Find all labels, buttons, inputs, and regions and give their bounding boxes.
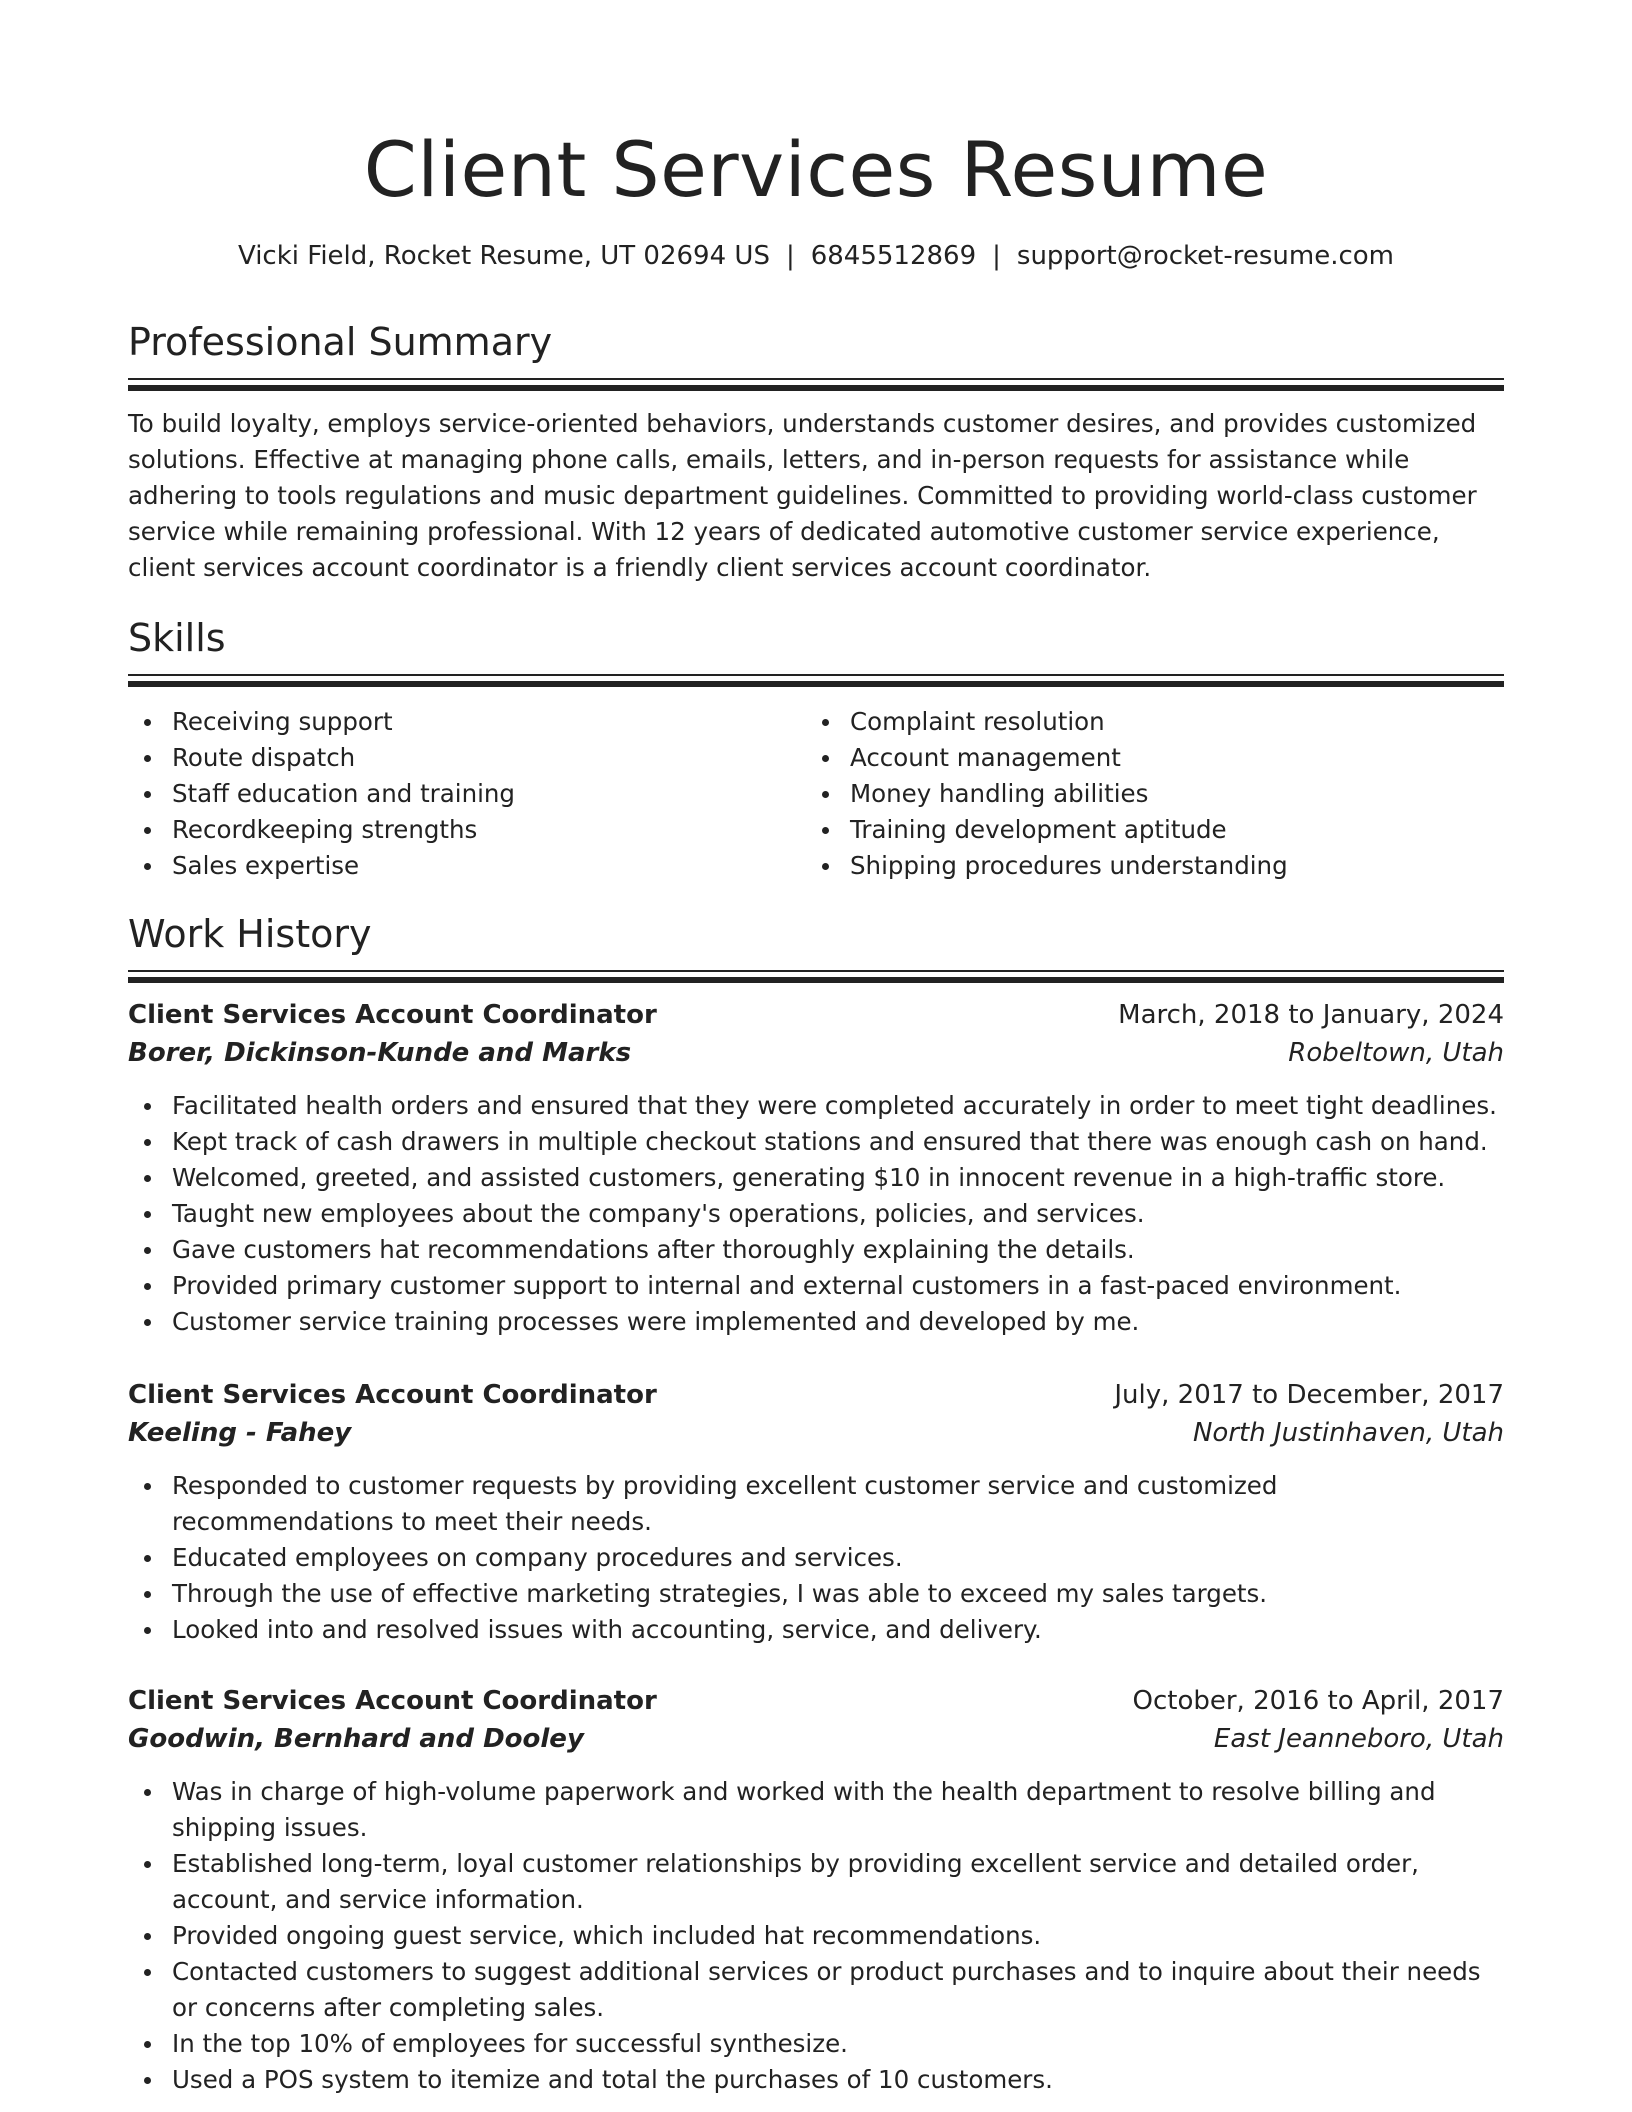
skill-item: Receiving support xyxy=(172,704,515,740)
job-employer-row xyxy=(128,1720,1504,1758)
job-bullet: Provided ongoing guest service, which included hat recommendations. xyxy=(172,1918,1504,1954)
job-bullet: Customer service training processes were implemented and developed by me. xyxy=(172,1304,1504,1340)
skill-item: Sales expertise xyxy=(172,848,515,884)
skill-item: Recordkeeping strengths xyxy=(172,812,515,848)
resume-title: Client Services Resume xyxy=(363,125,1269,214)
job-employer: Borer, Dickinson-Kunde and Marks xyxy=(128,1038,632,1068)
skill-item: Complaint resolution xyxy=(850,704,1288,740)
section-divider xyxy=(128,970,1504,984)
job-bullet-list xyxy=(128,1088,1504,1340)
contact-separator: | xyxy=(992,241,1001,271)
skill-item: Route dispatch xyxy=(172,740,515,776)
contact-address: Vicki Field, Rocket Resume, UT 02694 US xyxy=(237,241,770,271)
section-divider xyxy=(128,378,1504,392)
job-employer: Keeling - Fahey xyxy=(128,1418,352,1448)
job-dates: March, 2018 to January, 2024 xyxy=(1118,1000,1504,1030)
job-bullet: Taught new employees about the company's operations, policies, and services. xyxy=(172,1196,1504,1232)
skill-item: Money handling abilities xyxy=(850,776,1288,812)
contact-separator: | xyxy=(785,241,795,271)
job-bullet: Through the use of effective marketing strategies, I was able to exceed my sales targets. xyxy=(172,1576,1504,1612)
skill-item: Shipping procedures understanding xyxy=(850,848,1288,884)
job-title: Client Services Account Coordinator xyxy=(128,1000,657,1030)
job-title: Client Services Account Coordinator xyxy=(128,1380,657,1410)
job-employer-row xyxy=(128,1034,1504,1072)
section-heading-skills: Skills xyxy=(128,616,226,660)
job-location: Robeltown, Utah xyxy=(1288,1038,1504,1068)
job-location: East Jeanneboro, Utah xyxy=(1213,1724,1504,1754)
job-bullet: Educated employees on company procedures and services. xyxy=(172,1540,1504,1576)
job-entry xyxy=(128,1376,1504,1648)
summary-text: To build loyalty, employs service-oriented behaviors, understands customer desires, and provides customized solutions. Effective at managing phone calls, emails, letters, and in-person requests for assistance while adhering to tools regulations and music department guidelines. Committed to providing world-class customer service while remaining professional. With 12 years of dedicated automotive customer service experience, client services account coordinator is a friendly client services account coordinator. xyxy=(128,409,1477,582)
job-bullet: Provided primary customer support to internal and external customers in a fast-paced environment. xyxy=(172,1268,1504,1304)
job-header-row xyxy=(128,1682,1504,1720)
job-bullet: Used a POS system to itemize and total the purchases of 10 customers. xyxy=(172,2062,1504,2098)
job-employer: Goodwin, Bernhard and Dooley xyxy=(128,1724,584,1754)
job-location: North Justinhaven, Utah xyxy=(1192,1418,1504,1448)
skills-list-left xyxy=(128,704,515,884)
job-bullet: Established long-term, loyal customer relationships by providing excellent service and detailed order, account, and service information. xyxy=(172,1846,1504,1918)
job-bullet: Kept track of cash drawers in multiple checkout stations and ensured that there was enough cash on hand. xyxy=(172,1124,1504,1160)
job-dates: July, 2017 to December, 2017 xyxy=(1114,1380,1504,1410)
job-bullet-list xyxy=(128,1468,1504,1648)
contact-email: support@rocket-resume.com xyxy=(1016,241,1395,271)
job-bullet: Looked into and resolved issues with accounting, service, and delivery. xyxy=(172,1612,1504,1648)
job-bullet: Contacted customers to suggest additional services or product purchases and to inquire about their needs or concerns after completing sales. xyxy=(172,1954,1504,2026)
skills-list-right xyxy=(806,704,1288,884)
job-employer-row xyxy=(128,1414,1504,1452)
job-bullet: Welcomed, greeted, and assisted customers, generating $10 in innocent revenue in a high-traffic store. xyxy=(172,1160,1504,1196)
job-bullet: Was in charge of high-volume paperwork and worked with the health department to resolve billing and shipping issues. xyxy=(172,1774,1504,1846)
job-bullet: In the top 10% of employees for successful synthesize. xyxy=(172,2026,1504,2062)
skill-item: Training development aptitude xyxy=(850,812,1288,848)
job-header-row xyxy=(128,996,1504,1034)
job-header-row xyxy=(128,1376,1504,1414)
job-title: Client Services Account Coordinator xyxy=(128,1686,657,1716)
job-dates: October, 2016 to April, 2017 xyxy=(1132,1686,1504,1716)
skill-item: Account management xyxy=(850,740,1288,776)
section-heading-work-history: Work History xyxy=(128,912,372,956)
skill-item: Staff education and training xyxy=(172,776,515,812)
job-entry xyxy=(128,1682,1504,2098)
job-bullet: Facilitated health orders and ensured that they were completed accurately in order to meet tight deadlines. xyxy=(172,1088,1504,1124)
job-bullet-list xyxy=(128,1774,1504,2098)
job-entry xyxy=(128,996,1504,1340)
job-bullet: Gave customers hat recommendations after thoroughly explaining the details. xyxy=(172,1232,1504,1268)
job-bullet: Responded to customer requests by providing excellent customer service and customized recommendations to meet their needs. xyxy=(172,1468,1504,1540)
contact-line xyxy=(128,238,1504,274)
section-divider xyxy=(128,674,1504,688)
section-heading-summary: Professional Summary xyxy=(128,320,553,364)
contact-phone: 6845512869 xyxy=(810,241,977,271)
